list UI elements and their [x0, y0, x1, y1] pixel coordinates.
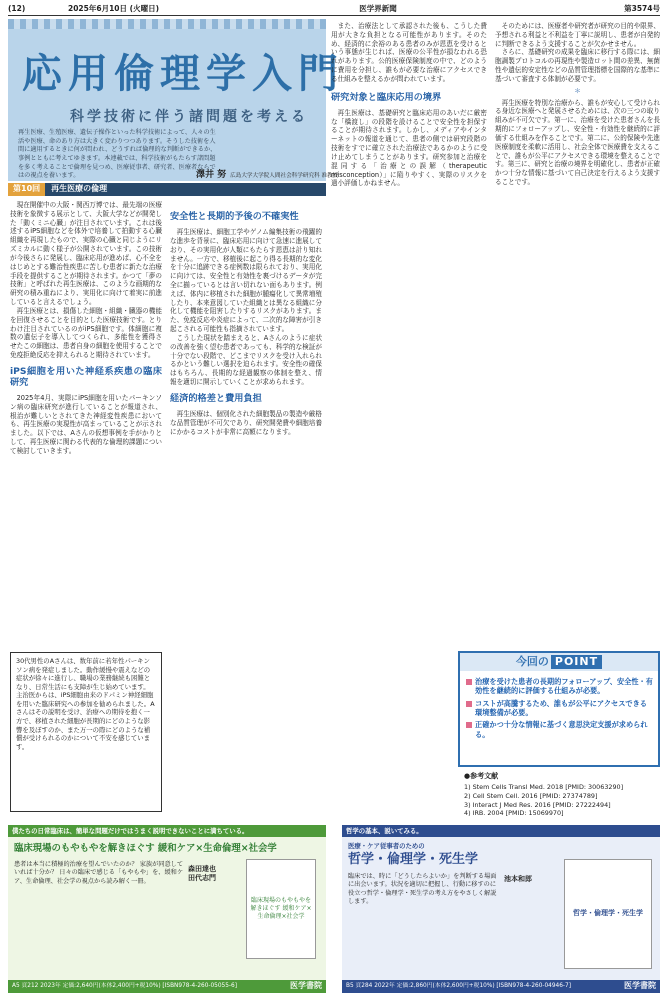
paragraph: 2025年4月、実際にiPS細胞を用いたパーキンソン病の臨床研究が進行していることが報道され、根治が難しいとされてきた神経変性疾患においても、再生医療の実現性が高まっていることが示されました。以下では、Aさんの仮想事例を手がかりとして、再生医療に関わる代表的な倫理的課題について検討していきます。 — [10, 393, 162, 455]
issue-date: 2025年6月10日 (火曜日) — [68, 4, 159, 14]
point-item: コストが高騰するため、誰もが公平にアクセスできる環境整備が必要。 — [466, 699, 654, 718]
book-ad-right[interactable] — [342, 825, 660, 993]
case-box — [10, 652, 162, 812]
reference-item: 1) Stem Cells Transl Med. 2018 [PMID: 30063290] — [464, 783, 624, 792]
section-heading: 安全性と長期的予後の不確実性 — [170, 211, 299, 222]
point-title — [460, 653, 658, 671]
ad-body — [342, 837, 660, 993]
ad-authors: 森田達也 田代志門 — [188, 865, 216, 883]
references — [464, 772, 660, 818]
page-number: (12) — [8, 4, 26, 14]
book-cover-text: 哲学・倫理学・死生学 — [573, 909, 643, 918]
point-title-word: POINT — [551, 655, 602, 670]
paragraph: 再生医療とは、損傷した細胞・組織・臓器の機能を回復させることを目的とした医療技術です。とりわけ注目されているのがiPS細胞です。体細胞に複数の遺伝子を導入してつくられ、多能性を獲得させたこの細胞は、患者自身の細胞を使用することで免疫拒絶反応を抑えられると期待されています。 — [10, 306, 162, 360]
series-subtitle: 科学技術に伴う諸問題を考える — [70, 109, 308, 125]
article-column-4 — [495, 22, 660, 187]
paragraph: 再生医療を特別な治療から、誰もが安心して受けられる身近な医療へと発展させるためには、次の三つの取り組みが不可欠です。第一に、治療を受けた患者さんを長期的にフォローアップし、安全性・有効性を継続的に評価する仕組みを作ることです。第二に、公的保険や先進医療制度を柔軟に活用し、社会全体で医療費を支えることで、誰もが公平にアクセスできる環境を整えることです。第三に、研究と治療の境界を明確化し、患者が正確かつ十分な情報に基づいて自己決定を行えるよう支援することです。 — [495, 98, 660, 187]
point-box — [458, 651, 660, 767]
author-name: 澤井 努 — [196, 170, 227, 180]
paragraph: 現在開催中の大阪・関西万博では、最先端の医療技術を象徴する展示として、大阪大学などが開発した「動くミニ心臓」が注目されています。これは後述するiPS細胞などを体外で培養して拍動する心臓組織を再現したもので、実際の心臓と同じようにリズミカルに動く様子が公開されています。この技術が今後さらに発展し、臨床応用が進めば、心不全をはじめとする難治性疾患に苦しむ患者に新たな治療手段を提供することが期待されます。かつて「夢の技術」と呼ばれた再生医療は、このような画期的な研究の積み重ねにより、実用化に向けて着実に前進していると言えるでしょう。 — [10, 201, 162, 307]
reference-item: 2) Cell Stem Cell. 2016 [PMID: 27374789] — [464, 791, 598, 800]
point-title-prefix: 今回の — [515, 654, 549, 668]
article-column-2 — [170, 201, 322, 436]
publisher-name: 医学書院 — [624, 981, 656, 991]
case-text: 30代男性のAさんは、数年前に若年性パーキンソン病を発症しました。動作緩慢や震えなどの症状が徐々に進行し、職場の業務継続も困難となり、日常生活にも支障が生じ始めています。主治医からは、iPS細胞由来のドパミン神経細胞を用いた臨床研究への参加を勧められました。Aさんはその説明を受け、治療への期待を抱く一方で、移植された細胞が長期的にどのような影響を及ぼすのか、また万一の際にどのような補償が受けられるのかについて不安を感じています。 — [16, 657, 155, 751]
episode-title: 再生医療の倫理 — [51, 184, 108, 194]
references-heading: ●参考文献 — [464, 772, 499, 780]
point-list — [466, 677, 654, 742]
ad-book-title: 哲学・倫理学・死生学 — [348, 852, 479, 867]
series-title: 応用倫理学入門 — [22, 50, 344, 97]
paragraph: そのためには、医療者や研究者が研究の目的や限界、予想される利益と不利益を丁寧に説明し、患者が自発的に判断できるよう支援することが欠かせません。 — [495, 22, 660, 48]
ad-footer — [8, 980, 326, 993]
reference-item: 4) IRB. 2004 [PMID: 15069970] — [464, 809, 564, 818]
reference-item: 3) Interact J Med Res. 2016 [PMID: 27222494] — [464, 800, 611, 809]
ad-price: B5 頁284 2022年 定価:2,860円(本体2,600円+税10%) [ISBN978-4-260-04946-7] — [346, 982, 571, 989]
episode-bar — [8, 183, 326, 196]
author — [196, 169, 338, 181]
section-heading: iPS細胞を用いた神経系疾患の臨床研究 — [10, 365, 162, 388]
issue-number: 第3574号 — [624, 4, 660, 14]
section-heading: 研究対象と臨床応用の境界 — [331, 91, 442, 103]
article-column-1 — [10, 201, 162, 456]
author-affiliation: 広島大学大学院人間社会科学研究科 准教授 — [230, 173, 339, 179]
paragraph: こうした現状を踏まえると、Aさんのように症状の改善を強く望む患者であっても、科学的な検証が十分でない段階で、どこまでリスクを受け入れられるかという難しい選択を迫られます。安全性の確保はもちろん、長期的な経過観察の体制を整え、情報を適切に開示していくことが求められます。 — [170, 333, 322, 387]
ad-body — [8, 837, 326, 993]
paragraph: 再生医療は、細胞工学やゲノム編集技術の飛躍的な進歩を背景に、臨床応用に向けて急速に進展しており、その実用化が人類にもたらす恩恵は計り知れません。一方で、移植後に起こり得る長期的な変化を十分に追跡できる症例数は限られており、実用化に向けては、安全性と有効性を裏づけるデータが完全に揃っているとは言い切れない面もあります。例えば、体内に移植された細胞が腫瘍化して異常増殖したり、本来意図していた組織とは異なる組織に分化して機能を阻害したりするリスクがあります。また、免疫反応や炎症によって、二次的な障害が引き起こされる可能性も指摘されています。 — [170, 228, 322, 334]
paragraph: また、治療法として承認された後も、こうした費用が大きな負担となる可能性があります。そのため、経済的に余裕のある患者のみが恩恵を受けるという事態が生じれば、医療の公平性が損なわれる恐れがあります。公的医療保険制度の中で、どのように費用を分担し、誰もが必要な治療にアクセスできる仕組みを整えるかが問われています。 — [331, 22, 487, 83]
paragraph: さらに、基礎研究の成果を臨床に移行する際には、細胞調製プロトコルの再現性や製造ロット間の差異、無菌性や遺伝的安定性などの品質管理指標を国際的な基準に基づいて審査する体制が必要です。 — [495, 48, 660, 83]
point-item: 治療を受けた患者の長期的フォローアップ、安全性・有効性を継続的に評価する仕組みが必要。 — [466, 677, 654, 696]
book-cover — [246, 859, 316, 959]
episode-number: 第10回 — [8, 183, 45, 196]
ad-description: 患者は本当に積極的治療を望んでいたのか？ 家族が同意していれば十分か？ 日々の臨床で感じる「もやもや」を、緩和ケア、生命倫理、社会学の視点から読み解く一冊。 — [14, 861, 184, 885]
series-banner — [8, 19, 344, 181]
paragraph: 再生医療は、基礎研究と臨床応用のあいだに厳密な「橋渡し」の段階を設けることで安全性を担保することが期待されます。しかし、メディアやインターネットの報道を通じて、患者の側では研究段階の技術をすでに確立された治療法であるかのように受け止めてしまうことがあります。研究参加と治療を混同する「治療との誤解（therapeutic misconception）」に陥りやすく、実際のリスクを過小評価しかねません。 — [331, 108, 487, 188]
ad-tagline: 僕たちの日常臨床は、簡単な問題だけではうまく説明できないことに満ちている。 — [8, 825, 326, 837]
ad-price: A5 頁212 2023年 定価:2,640円(本体2,400円+税10%) [ISBN978-4-260-05055-6] — [12, 982, 237, 989]
book-cover — [564, 859, 652, 969]
publisher-name: 医学書院 — [290, 981, 322, 991]
ad-tagline: 哲学の基本、説いてみる。 — [342, 825, 660, 837]
section-star: ＊ — [574, 86, 581, 95]
book-cover-text: 臨床現場のもやもやを解きほぐす 緩和ケア×生命倫理×社会学 — [250, 896, 312, 921]
section-heading: 経済的格差と費用負担 — [170, 392, 262, 404]
ad-label: 医療・ケア従事者のための — [348, 842, 425, 850]
banner-stripe — [8, 19, 326, 29]
ad-footer — [342, 980, 660, 993]
newspaper-name: 医学界新聞 — [359, 4, 397, 14]
book-ad-left[interactable] — [8, 825, 326, 993]
page-header — [8, 4, 660, 16]
article-column-3 — [331, 22, 487, 188]
point-item: 正確かつ十分な情報に基づく意思決定支援が求められる。 — [466, 720, 654, 739]
paragraph: 再生医療は、個別化された細胞製品の製造や厳格な品質管理が不可欠であり、研究開発費や細胞培養にかかるコストが非常に高額になります。 — [170, 409, 322, 436]
ad-author: 池本和郎 — [504, 875, 532, 883]
ad-book-title: 臨床現場のもやもやを解きほぐす 緩和ケア×生命倫理×社会学 — [14, 843, 277, 854]
ad-description: 臨床では、時に「どうしたらよいか」を判断する場面に出会います。状況を適切に把握し、行動に移すのに役立つ哲学・倫理学・死生学の考え方をやさしく解説します。 — [348, 873, 497, 905]
series-description: 再生医療、生殖医療、遺伝子操作といった科学技術によって、人々の生活や医療、命のあり方は大きく変わりつつあります。そうした技術を人間に適用するときに何が問われ、どうすれば倫理的な判断ができるか、事例とともに考えてゆきます。本連載では、科学技術がもたらす諸問題を多く考えることで倫理を見つめ、医療従事者、研究者、医療者ならではの視点を養います。 — [18, 129, 217, 180]
